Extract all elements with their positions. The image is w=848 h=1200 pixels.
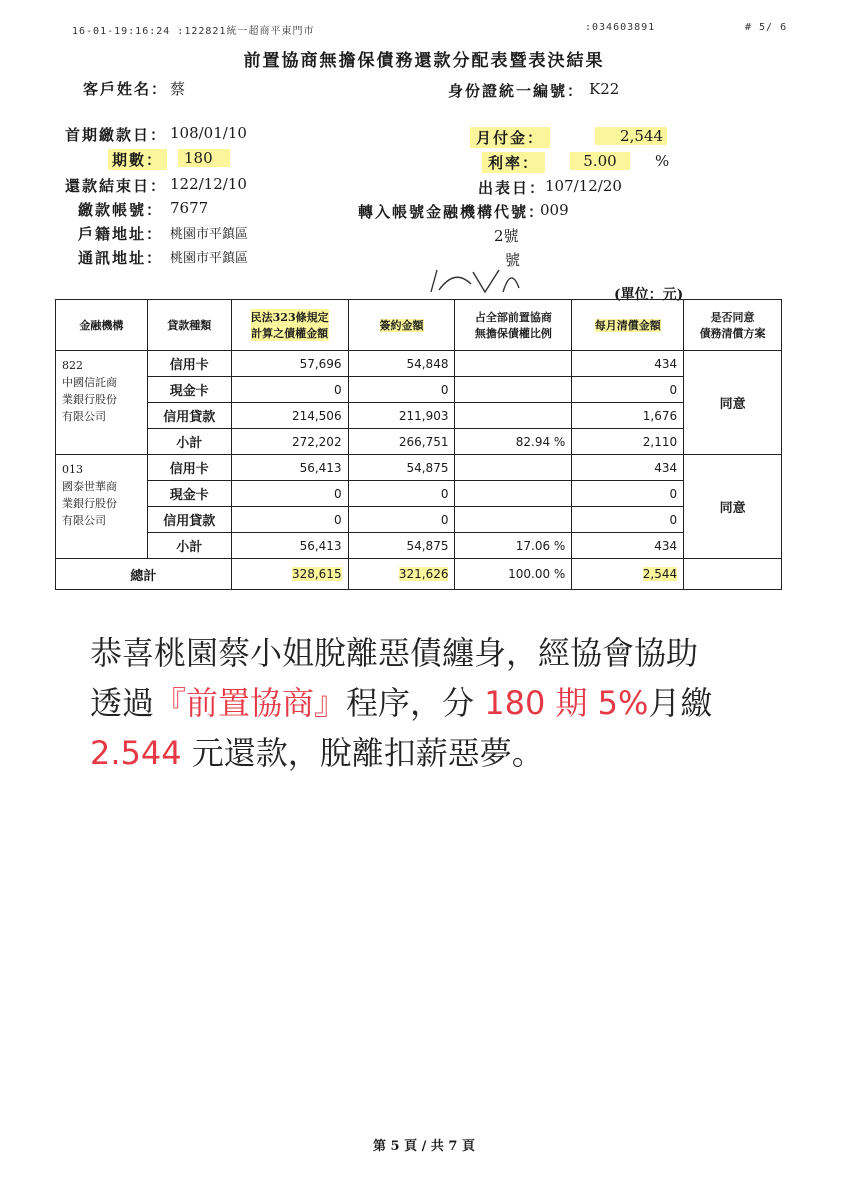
- ratio-cell: [455, 481, 572, 507]
- household-address-value: 桃園市平鎮區: [170, 227, 249, 242]
- loan-type-cell: 信用貸款: [147, 403, 231, 429]
- loan-type-cell: 信用卡: [147, 455, 231, 481]
- ratio-cell: 82.94 %: [455, 429, 572, 455]
- monthly-cell: 0: [572, 377, 684, 403]
- loan-type-cell: 現金卡: [147, 377, 231, 403]
- header-institution: 金融機構: [56, 300, 148, 351]
- signed-cell: 0: [348, 377, 455, 403]
- header-claim-amount-text: 民法323條規定 計算之債權金額: [250, 311, 329, 340]
- fax-header-number: :034603891: [585, 22, 656, 33]
- total-label: 總計: [56, 559, 232, 590]
- loan-type-cell: 現金卡: [147, 481, 231, 507]
- loan-type-cell: 信用卡: [147, 351, 231, 377]
- claim-cell: 272,202: [231, 429, 348, 455]
- message-highlight: 2.544: [90, 734, 182, 772]
- total-monthly-value: 2,544: [642, 567, 678, 581]
- header-agreement: 是否同意 債務清償方案: [684, 300, 782, 351]
- message-line-1: 恭喜桃園蔡小姐脫離惡債纏身，經協會協助: [90, 634, 699, 672]
- monthly-cell: 0: [572, 481, 684, 507]
- id-number-value: K22: [589, 80, 620, 98]
- monthly-cell: 1,676: [572, 403, 684, 429]
- id-number-label: 身份證統一編號：: [448, 82, 585, 100]
- message-highlight: 180 期 5%: [484, 684, 649, 722]
- claim-cell: 214,506: [231, 403, 348, 429]
- header-signed-amount: [348, 300, 455, 351]
- bank-code-value: 009: [540, 201, 569, 219]
- interest-rate-value: 5.00: [570, 152, 630, 170]
- total-signed-value: 321,626: [398, 567, 449, 581]
- table-row: [56, 351, 782, 377]
- monthly-cell: 0: [572, 507, 684, 533]
- signed-cell: 54,875: [348, 455, 455, 481]
- table-row: [56, 507, 782, 533]
- table-row: [56, 481, 782, 507]
- loan-type-cell: 小計: [147, 429, 231, 455]
- fax-page-number: # 5/ 6: [745, 22, 788, 33]
- payment-account-label: 繳款帳號：: [78, 201, 164, 219]
- mailing-address-label: 通訊地址：: [78, 249, 164, 267]
- claim-cell: 56,413: [231, 455, 348, 481]
- total-row: [56, 559, 782, 590]
- mailing-address-suffix: 號: [505, 251, 521, 269]
- ratio-cell: [455, 403, 572, 429]
- table-row: [56, 403, 782, 429]
- monthly-cell: 434: [572, 455, 684, 481]
- table-row: [56, 377, 782, 403]
- header-ratio: 占全部前置協商 無擔保債權比例: [455, 300, 572, 351]
- fax-header-left: 16-01-19:16:24 :122821統一超商平東門市: [72, 26, 315, 37]
- ratio-cell: [455, 351, 572, 377]
- signed-cell: 211,903: [348, 403, 455, 429]
- signed-cell: 54,875: [348, 533, 455, 559]
- claim-cell: 0: [231, 481, 348, 507]
- bank-code-label: 轉入帳號金融機構代號：: [358, 203, 546, 221]
- monthly-cell: 434: [572, 533, 684, 559]
- header-loan-type: 貸款種類: [147, 300, 231, 351]
- household-address-label: 戶籍地址：: [78, 225, 164, 243]
- congratulation-message: [90, 628, 790, 778]
- table-row: [56, 455, 782, 481]
- total-agreement-empty: [684, 559, 782, 590]
- page-footer: 第 5 頁 / 共 7 頁: [373, 1139, 475, 1154]
- header-monthly-repayment: [572, 300, 684, 351]
- document-title: 前置協商無擔保債務還款分配表暨表決結果: [243, 51, 605, 71]
- issue-date-label: 出表日：: [478, 179, 547, 197]
- total-monthly: [572, 559, 684, 590]
- first-payment-label: 首期繳款日：: [65, 126, 168, 144]
- monthly-cell: 2,110: [572, 429, 684, 455]
- bank-name-ctbc: 822 中國信託商 業銀行股份 有限公司: [56, 351, 148, 455]
- repayment-end-value: 122/12/10: [170, 175, 247, 193]
- ratio-cell: [455, 455, 572, 481]
- table-row: [56, 533, 782, 559]
- agreement-cathay: 同意: [684, 455, 782, 559]
- agreement-ctbc: 同意: [684, 351, 782, 455]
- total-claim: [231, 559, 348, 590]
- message-line-2: [90, 678, 790, 728]
- claim-cell: 57,696: [231, 351, 348, 377]
- first-payment-value: 108/01/10: [170, 124, 247, 142]
- household-address-suffix: 2號: [494, 227, 519, 245]
- loan-type-cell: 小計: [147, 533, 231, 559]
- customer-name-label: 客戶姓名：: [83, 80, 169, 98]
- ratio-cell: [455, 377, 572, 403]
- issue-date-value: 107/12/20: [545, 177, 622, 195]
- header-claim-amount: [231, 300, 348, 351]
- message-highlight: 『前置協商』: [154, 684, 347, 722]
- periods-label: 期數：: [108, 149, 167, 170]
- message-text: 透過: [90, 684, 155, 722]
- total-signed: [348, 559, 455, 590]
- unit-note: (單位：元): [614, 287, 684, 303]
- ratio-cell: [455, 507, 572, 533]
- interest-rate-label: 利率：: [482, 152, 545, 173]
- allocation-table: [55, 299, 782, 590]
- table-header-row: [56, 300, 782, 351]
- claim-cell: 0: [231, 507, 348, 533]
- message-text: 元還款，脫離扣薪惡夢。: [181, 734, 544, 772]
- signed-cell: 0: [348, 481, 455, 507]
- total-claim-value: 328,615: [291, 567, 342, 581]
- header-signed-amount-text: 簽約金額: [379, 319, 424, 332]
- signed-cell: 54,848: [348, 351, 455, 377]
- ratio-cell: 17.06 %: [455, 533, 572, 559]
- message-text: 程序，分: [346, 684, 485, 722]
- payment-account-value: 7677: [170, 199, 209, 217]
- handwritten-mark: [425, 262, 525, 302]
- mailing-address-value: 桃園市平鎮區: [170, 251, 249, 266]
- claim-cell: 56,413: [231, 533, 348, 559]
- signed-cell: 0: [348, 507, 455, 533]
- claim-cell: 0: [231, 377, 348, 403]
- header-monthly-repayment-text: 每月清償金額: [594, 319, 661, 332]
- interest-rate-unit: %: [655, 152, 670, 170]
- monthly-payment-value: 2,544: [595, 127, 667, 145]
- signed-cell: 266,751: [348, 429, 455, 455]
- message-line-3: [90, 728, 790, 778]
- table-row: [56, 429, 782, 455]
- repayment-end-label: 還款結束日：: [65, 177, 168, 195]
- total-ratio: 100.00 %: [455, 559, 572, 590]
- monthly-cell: 434: [572, 351, 684, 377]
- periods-value: 180: [178, 149, 230, 167]
- bank-name-cathay: 013 國泰世華商 業銀行股份 有限公司: [56, 455, 148, 559]
- customer-name-value: 蔡: [170, 80, 186, 98]
- message-text: 月繳: [648, 684, 713, 722]
- loan-type-cell: 信用貸款: [147, 507, 231, 533]
- monthly-payment-label: 月付金：: [470, 127, 550, 148]
